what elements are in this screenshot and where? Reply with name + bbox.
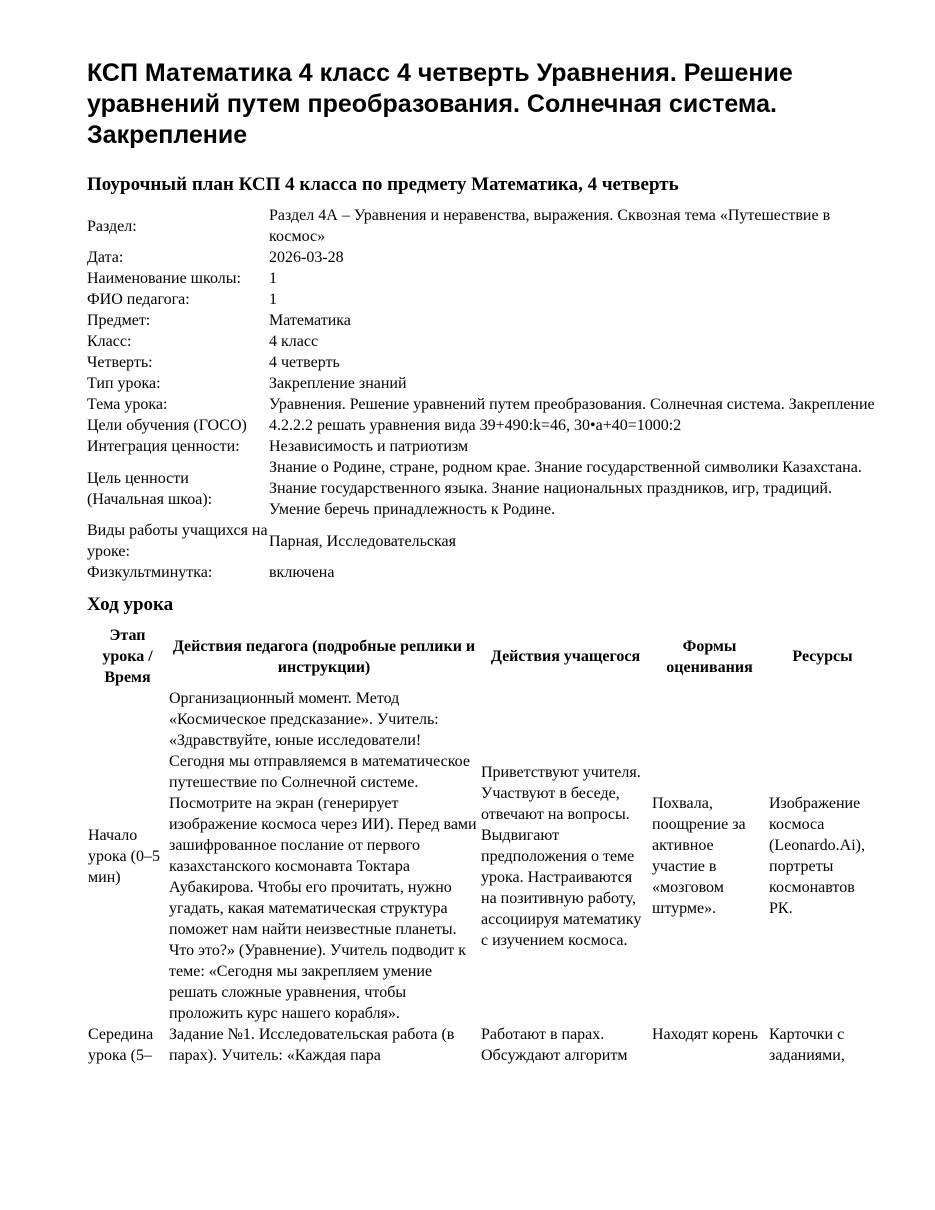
info-label: Тема урока: bbox=[87, 396, 168, 413]
info-value: Знание о Родине, стране, родном крае. Знание государственной символики Казахстана. Знание государственного языка. Знание национальных праздников, игр, традиций. Умение беречь принадлежность к Родине. bbox=[269, 459, 862, 518]
info-value: Уравнения. Решение уравнений путем преобразования. Солнечная система. Закрепление bbox=[269, 396, 875, 413]
info-row bbox=[87, 268, 877, 289]
info-label: Цели обучения (ГОСО) bbox=[87, 417, 247, 434]
lesson-header-row bbox=[87, 625, 877, 688]
info-label: Предмет: bbox=[87, 312, 151, 329]
info-label: Наименование школы: bbox=[87, 270, 241, 287]
info-label: Тип урока: bbox=[87, 375, 161, 392]
cell-teacher: Задание №1. Исследовательская работа (в парах). Учитель: «Каждая пара bbox=[169, 1026, 455, 1064]
header-stage: Этап урока / Время bbox=[102, 627, 153, 686]
header-resources: Ресурсы bbox=[792, 648, 853, 665]
info-value: включена bbox=[269, 564, 335, 581]
info-value: 4 четверть bbox=[269, 354, 340, 371]
cell-stage: Начало урока (0–5 мин) bbox=[88, 826, 160, 886]
header-student: Действия учащегося bbox=[490, 648, 641, 665]
lesson-heading: Ход урока bbox=[87, 594, 174, 615]
cell-stage: Середина урока (5– bbox=[88, 1026, 154, 1064]
info-row bbox=[87, 394, 877, 415]
info-value: Закрепление знаний bbox=[269, 375, 407, 392]
cell-student: Работают в парах. Обсуждают алгоритм bbox=[481, 1026, 628, 1064]
info-row bbox=[87, 436, 877, 457]
plan-subtitle: Поурочный план КСП 4 класса по предмету Математика, 4 четверть bbox=[87, 174, 679, 195]
info-row bbox=[87, 205, 877, 247]
header-assessment: Формы оценивания bbox=[666, 637, 753, 676]
info-row bbox=[87, 562, 877, 583]
info-value: Раздел 4А – Уравнения и неравенства, выражения. Сквозная тема «Путешествие в космос» bbox=[269, 207, 831, 245]
info-row bbox=[87, 520, 877, 562]
info-value: 2026-03-28 bbox=[269, 249, 344, 266]
info-row bbox=[87, 289, 877, 310]
info-label: Интеграция ценности: bbox=[87, 438, 240, 455]
info-value: 1 bbox=[269, 270, 277, 287]
info-label: Виды работы учащихся на уроке: bbox=[87, 522, 268, 560]
info-row bbox=[87, 415, 877, 436]
info-row bbox=[87, 373, 877, 394]
cell-resources: Карточки с заданиями, bbox=[769, 1026, 845, 1064]
cell-resources: Изображение космоса (Leonardo.Ai), портреты космонавтов РК. bbox=[769, 795, 865, 917]
info-value: 1 bbox=[269, 291, 277, 308]
info-row bbox=[87, 247, 877, 268]
info-label: Класс: bbox=[87, 333, 132, 350]
info-value: Математика bbox=[269, 312, 351, 329]
info-value: 4.2.2.2 решать уравнения вида 39+490:k=46, 30•a+40=1000:2 bbox=[269, 417, 682, 434]
info-label: Дата: bbox=[87, 249, 124, 266]
info-value: Независимость и патриотизм bbox=[269, 438, 469, 455]
table-row bbox=[87, 1024, 877, 1066]
cell-assessment: Находят корень bbox=[652, 1026, 758, 1043]
cell-student: Приветствуют учителя. Участвуют в беседе, отвечают на вопросы. Выдвигают предположения о теме урока. Настраиваются на позитивную работу, ассоциируя математику с изучением космоса. bbox=[481, 763, 642, 949]
table-row bbox=[87, 688, 877, 1024]
info-row bbox=[87, 331, 877, 352]
info-value: Парная, Исследовательская bbox=[269, 532, 456, 550]
info-row bbox=[87, 352, 877, 373]
info-label: Четверть: bbox=[87, 354, 153, 371]
info-label: Физкультминутка: bbox=[87, 564, 213, 581]
lesson-table bbox=[87, 625, 877, 1066]
info-label: ФИО педагога: bbox=[87, 291, 190, 308]
info-label: Цель ценности (Начальная шкоа): bbox=[87, 469, 213, 508]
cell-assessment: Похвала, поощрение за активное участие в «мозговом штурме». bbox=[652, 795, 746, 917]
cell-teacher: Организационный момент. Метод «Космическое предсказание». Учитель: «Здравствуйте, юные исследователи! Сегодня мы отправляемся в математическое путешествие по Солнечной системе. Посмотрите на экран (генерирует изображение космоса через ИИ). Перед вами зашифрованное послание от первого казахстанского космонавта Токтара Аубакирова. Чтобы его прочитать, нужно угадать, какая математическая структура поможет нам найти неизвестные планеты. Что это?» (Уравнение). Учитель подводит к теме: «Сегодня мы закрепляем умение решать сложные уравнения, чтобы проложить курс нашего корабля». bbox=[169, 690, 477, 1022]
header-teacher: Действия педагога (подробные реплики и инструкции) bbox=[172, 637, 476, 676]
document-title: КСП Математика 4 класс 4 четверть Уравнения. Решение уравнений путем преобразования. Солнечная система. Закрепление bbox=[87, 59, 793, 149]
info-label: Раздел: bbox=[87, 217, 137, 235]
info-row bbox=[87, 310, 877, 331]
info-table bbox=[87, 205, 877, 583]
info-row bbox=[87, 457, 877, 520]
document-page bbox=[87, 58, 877, 1066]
info-value: 4 класс bbox=[269, 333, 319, 350]
